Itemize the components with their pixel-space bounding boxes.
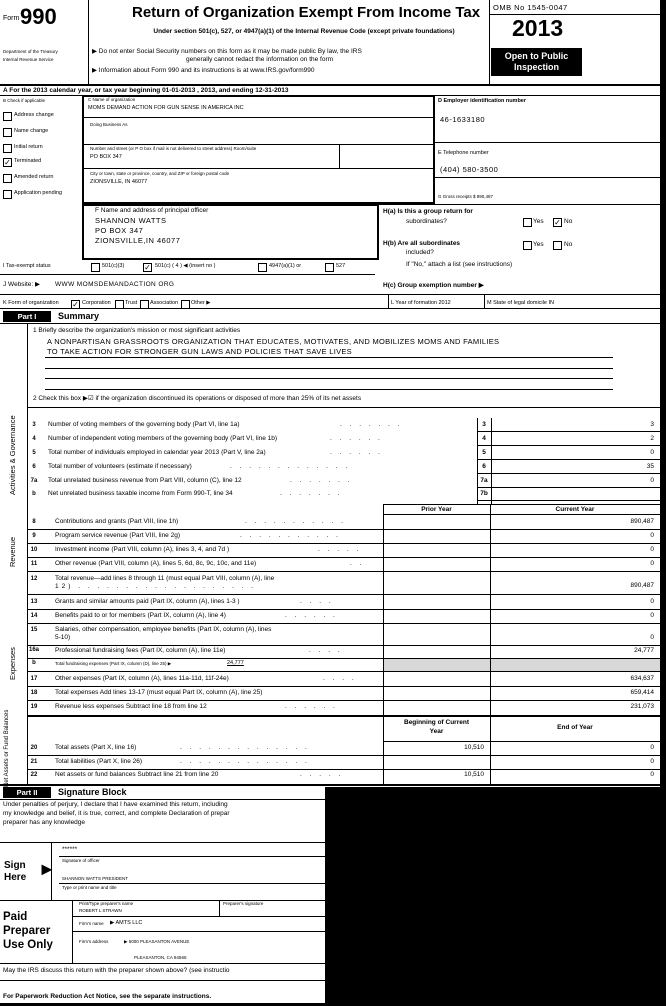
part2-tag (3, 787, 51, 798)
line-num: 21 (30, 759, 38, 765)
preparer-name: ROBERT L STRAWN (79, 908, 122, 913)
notice-info: ▶ Information about Form 990 and its instructions is at www.IRS.gov/form990 (92, 67, 315, 74)
line-num: 19 (30, 704, 38, 710)
form-prefix: Form (3, 15, 20, 22)
gov-line-value: 0 (650, 477, 654, 484)
fundraising-fees-current: 24,777 (634, 647, 654, 654)
street-label: Number and street (or P O box if mail is not delivered to street address) Room/suite (90, 146, 257, 151)
line-num: 17 (30, 676, 38, 682)
4947-label: 4947(a)(1) or (269, 263, 302, 269)
perjury-line-2: my knowledge and belief, it is true, correct, and complete Declaration of prepar (3, 810, 230, 817)
dots: . . . . . . . . . . . (240, 532, 341, 539)
line-num: 3 (32, 422, 36, 428)
rule (477, 431, 660, 432)
year-formation-label: L Year of formation 2012 (391, 300, 451, 306)
total-revenue-label-1: Total revenue—add lines 8 through 11 (must equal Part VIII, column (A), line (55, 575, 275, 582)
501c3-label: 501(c)(3) (102, 263, 125, 269)
line-num: 13 (30, 599, 38, 605)
rule (27, 529, 660, 530)
end-year-header: End of Year (557, 724, 593, 731)
gov-line-box: 5 (482, 449, 486, 456)
gov-line-label: Total number of volunteers (estimate if necessary) (48, 463, 192, 470)
salaries-current: 0 (650, 634, 654, 641)
hb-label-2: included? (406, 249, 434, 256)
line-num: b (32, 660, 36, 666)
ha-no-label: No (564, 218, 573, 225)
name-change-label: Name change (14, 128, 49, 134)
hc-label: H(c) Group exemption number ▶ (383, 282, 484, 289)
net-asset-end: 0 (650, 771, 654, 778)
amended-return-label: Amended return (14, 174, 54, 180)
net-asset-line-label: Net assets or fund balances Subtract line 21 from line 20 (55, 771, 219, 778)
preparer-label: Preparer (3, 925, 51, 937)
initial-return-checkbox[interactable] (3, 144, 12, 153)
expense-line-label: Revenue less expenses Subtract line 18 from line 12 (55, 703, 207, 710)
street-value: PO BOX 347 (90, 154, 122, 160)
dots: . . . . . . (285, 703, 338, 710)
fundraising-fees-label: Professional fundraising fees (Part IX, column (A), line 11e) (55, 647, 226, 654)
4947-checkbox[interactable] (258, 263, 267, 272)
current-year-header: Current Year (555, 506, 595, 513)
net-asset-line-label: Total assets (Part X, line 16) (55, 744, 137, 751)
net-asset-end: 0 (650, 744, 654, 751)
dba-label: Doing Business As (90, 122, 128, 127)
side-expenses: Expenses (8, 647, 17, 680)
firm-address-label: Firm's address (79, 939, 109, 944)
tax-year-line: A For the 2013 calendar year, or tax year beginning 01-01-2013 , 2013, and ending 12-31-2013 (3, 87, 289, 94)
rule (27, 686, 660, 687)
mission-line-1: A NONPARTISAN GRASSROOTS ORGANIZATION THAT EDUCATES, MOTIVATES, AND MOBILIZES MOMS AND FAMILIES (47, 337, 500, 346)
line-num: 20 (30, 745, 38, 751)
net-asset-begin: 10,510 (464, 771, 484, 778)
expense-line-label: Other expenses (Part IX, column (A), lines 11a-11d, 11f-24e) (55, 675, 229, 682)
expense-line-current: 231,073 (630, 703, 654, 710)
form-title: Return of Organization Exempt From Income Tax (132, 4, 481, 21)
revenue-line-label: Program service revenue (Part VIII, line 2g) (55, 532, 180, 539)
check-applicable-label: B Check if applicable (3, 98, 46, 103)
firm-name-label: Firm's name (79, 921, 104, 926)
name-change-checkbox[interactable] (3, 128, 12, 137)
application-pending-label: Application pending (14, 190, 63, 196)
dept-irs: Internal Revenue Service (3, 57, 54, 62)
gov-line-box: 3 (482, 421, 486, 428)
rule (27, 755, 660, 756)
ha-yes-label: Yes (533, 218, 544, 225)
officer-name-title: SHANNON WATTS PRESIDENT (62, 876, 129, 881)
rule (27, 700, 660, 701)
discontinued-line: 2 Check this box ▶☑ if the organization discontinued its operations or disposed of more than 25% of its net assets (33, 395, 362, 402)
rule (477, 445, 660, 446)
dots: . . . . (300, 598, 334, 605)
gov-line-label: Total unrelated business revenue from Part VIII, column (C), line 12 (48, 477, 242, 484)
hb-note: If "No," attach a list (see instructions) (406, 261, 513, 268)
gov-line-label: Net unrelated business taxable income from Form 990-T, line 34 (48, 490, 233, 497)
line-num: 7a (30, 478, 38, 484)
rule (477, 459, 660, 460)
website-label: J Website: ▶ (3, 281, 41, 288)
officer-city: ZIONSVILLE,IN 46077 (95, 236, 181, 245)
part1-tag-label: Part I (17, 312, 37, 321)
hb-no-label: No (564, 241, 573, 248)
gov-line-box: 6 (482, 463, 486, 470)
perjury-line-3: preparer has any knowledge (3, 819, 86, 826)
gov-line-box: 7a (480, 477, 488, 484)
line-num: 14 (30, 613, 38, 619)
rule (27, 769, 660, 770)
terminated-checkbox[interactable]: ✓ (4, 158, 11, 167)
chevron-right-icon: ► (38, 859, 56, 879)
line-num: 15 (30, 627, 38, 633)
signature-officer-label[interactable]: Signature of officer (62, 858, 100, 863)
rule (27, 571, 660, 572)
rule (27, 543, 660, 544)
line-num: 4 (32, 436, 36, 442)
discuss-question: May the IRS discuss this return with the preparer shown above? (see instructio (3, 967, 230, 974)
part2-title: Signature Block (58, 787, 127, 797)
address-change-checkbox[interactable] (3, 112, 12, 121)
net-asset-line-label: Total liabilities (Part X, line 26) (55, 758, 143, 765)
501c3-checkbox[interactable] (91, 263, 100, 272)
total-revenue-current: 890,487 (630, 582, 654, 589)
form-number: 990 (20, 4, 57, 29)
org-name-value: MOMS DEMAND ACTION FOR GUN SENSE IN AMERICA INC (88, 105, 244, 111)
hb-yes-checkbox[interactable] (523, 241, 532, 250)
hb-no-checkbox[interactable] (553, 241, 562, 250)
revenue-line-label: Other revenue (Part VIII, column (A), lines 5, 6d, 8c, 9c, 10c, and 11e) (55, 560, 257, 567)
application-pending-checkbox[interactable] (3, 190, 12, 199)
sign-label: Sign (4, 860, 26, 871)
officer-pobox: PO BOX 347 (95, 226, 144, 235)
dots: . . . . . . . (280, 490, 343, 497)
tax-year: 2013 (512, 15, 564, 41)
gov-line-label: Number of voting members of the governing body (Part VI, line 1a) (48, 421, 240, 428)
line-num: 10 (30, 547, 38, 553)
side-activities: Activities & Governance (8, 415, 17, 495)
firm-name: ▶ AMTS LLC (110, 920, 143, 926)
line-num: b (32, 491, 36, 497)
association-label: Association (150, 300, 179, 306)
salaries-label-1: Salaries, other compensation, employee benefits (Part IX, column (A), lines (55, 626, 272, 633)
gov-line-box: 7b (480, 490, 488, 497)
ha-no-checkbox[interactable]: ✓ (554, 218, 561, 227)
line-num: 5 (32, 450, 36, 456)
ein-value: 46-1633180 (440, 115, 486, 124)
gov-line-value: 35 (646, 463, 654, 470)
type-name-label: Type or print name and title (62, 885, 117, 890)
dots: . . . . . . (285, 612, 338, 619)
mission-line-2: TO TAKE ACTION FOR STRONGER GUN LAWS AND POLICIES THAT SAVE LIVES (47, 347, 352, 356)
revenue-line-current: 0 (650, 546, 654, 553)
part1-tag (3, 311, 51, 322)
line-num: 11 (30, 561, 38, 567)
address-change-label: Address change (14, 112, 54, 118)
dots: . . . . . . . . . . . . . . (180, 758, 310, 765)
501c-label: 501(c) ( 4 ) ◀ (insert no ) (155, 263, 216, 269)
rule (477, 473, 660, 474)
gov-line-box: 4 (482, 435, 486, 442)
phone-value: (404) 580-3500 (440, 165, 499, 174)
dots: . . . . . . . (290, 477, 353, 484)
line-num: 22 (30, 772, 38, 778)
city-value: ZIONSVILLE, IN 46077 (90, 179, 148, 185)
rule (477, 487, 660, 488)
terminated-label: Terminated (14, 158, 42, 164)
dots: . . . . (309, 647, 343, 654)
dots: . . . . . . (330, 449, 383, 456)
part1-title: Summary (58, 311, 100, 321)
expense-line-current: 634,637 (630, 675, 654, 682)
gov-line-label: Total number of individuals employed in calendar year 2013 (Part V, line 2a) (48, 449, 266, 456)
officer-name: SHANNON WATTS (95, 216, 167, 225)
inspection-label: Inspection (513, 62, 559, 72)
beginning-year-header-2: Year (429, 728, 444, 735)
ha-label-2: subordinates? (406, 218, 447, 225)
rule (477, 500, 660, 501)
dots: . . . . (323, 675, 357, 682)
ha-yes-checkbox[interactable] (523, 218, 532, 227)
line-num: 18 (30, 690, 38, 696)
501c-checkbox[interactable]: ✓ (144, 263, 151, 272)
expense-line-label: Total expenses Add lines 13-17 (must equal Part IX, column (A), line 25) (55, 689, 263, 696)
expense-line-label: Benefits paid to or for members (Part IX, column (A), line 4) (55, 612, 226, 619)
trust-label: Trust (125, 300, 138, 306)
dots: . . . . . . . . . . . . . . (180, 744, 310, 751)
total-fundraising-value: 24,777 (227, 660, 244, 666)
hb-label: H(b) Are all subordinates (383, 240, 461, 247)
dots: . . . . . . . (340, 421, 403, 428)
mission-label: 1 Briefly describe the organization's mission or most significant activities (33, 327, 241, 334)
total-revenue-label-2: 12) . . . . . . . . . . . . . . . . . . . (55, 583, 257, 590)
revenue-line-label: Contributions and grants (Part VIII, line 1h) (55, 518, 179, 525)
gov-line-value: 0 (650, 449, 654, 456)
amended-return-checkbox[interactable] (3, 174, 12, 183)
paperwork-notice: For Paperwork Reduction Act Notice, see the separate instructions. (3, 993, 212, 1000)
gross-receipts-label: G Gross receipts $ 890,487 (438, 194, 494, 199)
firm-address: ▶ 5000 PLEASANTON AVENUE (124, 939, 190, 944)
use-only-label: Use Only (3, 939, 53, 951)
side-revenue: Revenue (8, 536, 17, 567)
ha-label: H(a) Is this a group return for (383, 208, 473, 215)
total-fundraising-label: Total fundraising expenses (Part IX, column (D), line 25) ▶ (55, 661, 172, 666)
notice-ssn: ▶ Do not enter Social Security numbers on this form as it may be made public By law, the IRS (92, 48, 362, 55)
total-revenue-label-2-text: 12) (55, 583, 74, 590)
dots: . . . . . (300, 771, 344, 778)
expense-line-label: Grants and similar amounts paid (Part IX, column (A), lines 1-3 ) (55, 598, 240, 605)
rule (27, 609, 660, 610)
other-label: Other ▶ (191, 300, 211, 306)
line-num: 6 (32, 464, 36, 470)
principal-officer-label: F Name and address of principal officer (95, 207, 209, 214)
perjury-line-1: Under penalties of perjury, I declare that I have examined this return, including (3, 801, 228, 808)
expense-line-current: 659,414 (630, 689, 654, 696)
net-asset-begin: 10,510 (464, 744, 484, 751)
rule (27, 623, 660, 624)
state-domicile-label: M State of legal domicile IN (487, 300, 554, 306)
dots: . . (350, 560, 365, 567)
part2-tag-label: Part II (16, 788, 38, 797)
phone-label: E Telephone number (438, 150, 489, 156)
open-inspection-badge (491, 48, 582, 76)
rule (27, 557, 660, 558)
open-public-label: Open to Public (504, 51, 569, 61)
redaction-block (325, 787, 666, 1006)
expense-line-current: 0 (650, 612, 654, 619)
preparer-name-label: Print/Type preparer's name (79, 901, 134, 906)
revenue-line-label: Investment income (Part VIII, column (A), lines 3, 4, and 7d ) (55, 546, 230, 553)
line-num: 8 (32, 519, 36, 525)
dots: . . . . . . (330, 435, 383, 442)
dots: . . . . . (318, 546, 362, 553)
corporation-label: Corporation (82, 300, 111, 306)
paid-label: Paid (3, 911, 28, 923)
omb-number: OMB No 1545-0047 (493, 3, 568, 12)
dots: . . . . . . . . . . . (245, 518, 346, 525)
gov-line-value: 2 (650, 435, 654, 442)
gov-line-value: 3 (650, 421, 654, 428)
here-label: Here (4, 872, 27, 883)
side-net-assets: Net Assets or Fund Balances (4, 709, 10, 787)
form-subtitle: Under section 501(c), 527, or 4947(a)(1) of the Internal Revenue Code (except private foundations) (153, 28, 455, 35)
initial-return-label: Initial return (14, 144, 43, 150)
ein-label: D Employer identification number (438, 98, 527, 104)
expense-line-current: 0 (650, 598, 654, 605)
527-checkbox[interactable] (325, 263, 334, 272)
hb-yes-label: Yes (533, 241, 544, 248)
notice-redact: generally cannot redact the information on the form (186, 56, 334, 63)
tax-exempt-label: I Tax-exempt status (3, 263, 51, 269)
org-name-label: C Name of organization (88, 97, 136, 102)
website-value[interactable]: WWW MOMSDEMANDACTION ORG (55, 281, 175, 288)
line-num: 16a (28, 647, 39, 653)
527-label: 527 (336, 263, 346, 269)
gov-line-label: Number of independent voting members of the governing body (Part VI, line 1b) (48, 435, 278, 442)
net-asset-end: 0 (650, 758, 654, 765)
form-of-org-label: K Form of organization (3, 300, 59, 306)
line-num: 9 (32, 533, 36, 539)
beginning-year-header-1: Beginning of Current (404, 719, 469, 726)
revenue-line-current: 890,487 (630, 518, 654, 525)
line-num: 12 (30, 576, 38, 582)
dept-treasury: Department of the Treasury (3, 49, 58, 54)
preparer-signature-label[interactable]: Preparer's signature (223, 901, 264, 906)
revenue-line-current: 0 (650, 532, 654, 539)
shaded-cell (491, 659, 660, 671)
signature-stars: ****** (62, 846, 78, 853)
prior-year-header: Prior Year (421, 506, 452, 513)
salaries-label-2: 5-10) (55, 634, 71, 641)
firm-city: PLEASANTON, CA 94566 (134, 955, 187, 960)
shaded-cell (384, 659, 490, 671)
revenue-line-current: 0 (650, 560, 654, 567)
corporation-checkbox[interactable]: ✓ (72, 300, 79, 309)
dots: . . . . . . . . . . . . . (230, 463, 351, 470)
city-label: City or town, state or province, country, and ZIP or foreign postal code (90, 171, 230, 176)
